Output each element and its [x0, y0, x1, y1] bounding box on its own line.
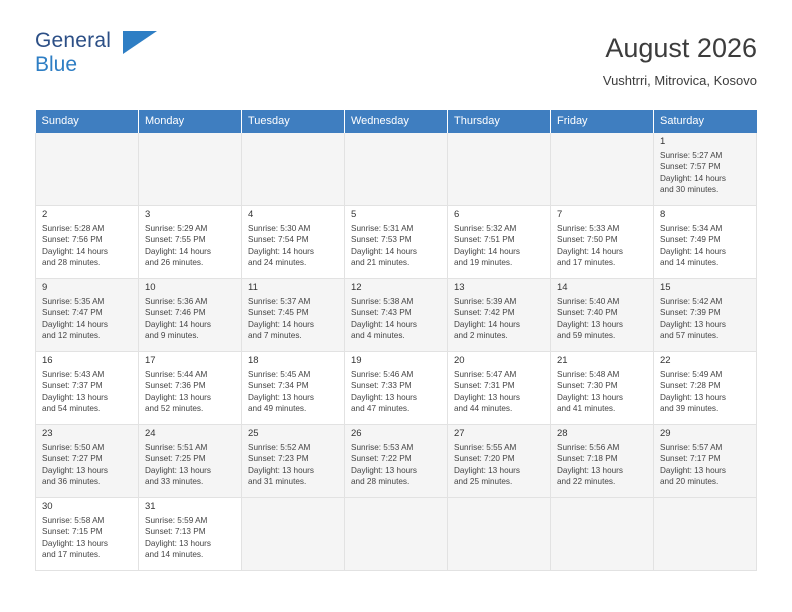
calendar-cell-empty	[242, 498, 345, 571]
day-info-line: Sunrise: 5:50 AM	[42, 443, 105, 452]
logo-flag-icon	[123, 31, 157, 54]
day-info-line: and 30 minutes.	[660, 185, 719, 195]
calendar-day-cell	[654, 279, 757, 352]
day-info-line: Daylight: 13 hours	[248, 392, 314, 402]
day-info-line: Sunrise: 5:30 AM	[248, 224, 311, 233]
calendar-cell-empty	[654, 498, 757, 571]
page-title: August 2026	[605, 33, 757, 63]
weekday-header-row	[36, 110, 757, 133]
calendar-day-cell	[345, 352, 448, 425]
day-info-line: Sunrise: 5:34 AM	[660, 224, 723, 233]
day-info-line: and 2 minutes.	[454, 331, 508, 341]
calendar-week-row	[36, 425, 757, 498]
calendar-day-cell	[654, 206, 757, 279]
calendar-day-cell	[36, 352, 139, 425]
day-info-line: and 17 minutes.	[42, 550, 101, 560]
day-info-line: Daylight: 13 hours	[145, 465, 211, 475]
day-info-line: Daylight: 14 hours	[454, 319, 520, 329]
day-number: 12	[351, 282, 362, 293]
day-info-line: Sunrise: 5:28 AM	[42, 224, 105, 233]
day-info-line: Sunset: 7:51 PM	[454, 235, 515, 245]
day-number: 2	[42, 209, 48, 220]
day-info-line: Sunset: 7:39 PM	[660, 308, 721, 318]
day-info-line: Sunrise: 5:53 AM	[351, 443, 414, 452]
calendar-cell-empty	[551, 498, 654, 571]
day-info-line: and 21 minutes.	[351, 258, 410, 268]
calendar-day-cell	[139, 498, 242, 571]
day-number: 19	[351, 355, 362, 366]
calendar-day-cell	[654, 133, 757, 206]
day-info-line: Daylight: 13 hours	[248, 465, 314, 475]
day-info-line: Daylight: 13 hours	[454, 465, 520, 475]
day-info-line: Sunrise: 5:46 AM	[351, 370, 414, 379]
day-info-line: Daylight: 13 hours	[351, 392, 417, 402]
calendar-week-row	[36, 133, 757, 206]
day-info-line: Sunset: 7:23 PM	[248, 454, 309, 464]
calendar-week-row	[36, 279, 757, 352]
day-number: 20	[454, 355, 465, 366]
day-info-line: Sunset: 7:54 PM	[248, 235, 309, 245]
day-info-line: Daylight: 13 hours	[557, 465, 623, 475]
calendar-day-cell	[551, 352, 654, 425]
day-number: 15	[660, 282, 671, 293]
calendar-day-cell	[448, 425, 551, 498]
day-info-line: Daylight: 13 hours	[454, 392, 520, 402]
sunrise-sunset-calendar	[35, 110, 757, 571]
day-info-line: Sunrise: 5:44 AM	[145, 370, 208, 379]
day-info-line: Daylight: 13 hours	[351, 465, 417, 475]
day-info-line: Sunrise: 5:27 AM	[660, 151, 723, 160]
day-number: 23	[42, 428, 53, 439]
day-info-line: Sunset: 7:45 PM	[248, 308, 309, 318]
calendar-cell-empty	[345, 133, 448, 206]
calendar-day-cell	[448, 279, 551, 352]
day-info-line: Sunrise: 5:57 AM	[660, 443, 723, 452]
day-info-line: Sunset: 7:18 PM	[557, 454, 618, 464]
day-number: 6	[454, 209, 460, 220]
logo-text-blue: Blue	[35, 53, 78, 76]
day-info-line: and 52 minutes.	[145, 404, 204, 414]
calendar-day-cell	[242, 206, 345, 279]
day-number: 25	[248, 428, 259, 439]
day-info-line: Sunset: 7:25 PM	[145, 454, 206, 464]
day-info-line: and 47 minutes.	[351, 404, 410, 414]
day-info-line: Daylight: 13 hours	[660, 319, 726, 329]
day-info-line: and 24 minutes.	[248, 258, 307, 268]
location-subtitle: Vushtrri, Mitrovica, Kosovo	[602, 73, 757, 88]
day-info-line: Sunrise: 5:58 AM	[42, 516, 105, 525]
day-number: 4	[248, 209, 254, 220]
day-info-line: Daylight: 13 hours	[145, 538, 211, 548]
day-info-line: and 49 minutes.	[248, 404, 307, 414]
calendar-day-cell	[551, 206, 654, 279]
calendar-day-cell	[345, 206, 448, 279]
calendar-cell-empty	[242, 133, 345, 206]
calendar-day-cell	[551, 425, 654, 498]
calendar-cell-empty	[448, 133, 551, 206]
day-info-line: Sunset: 7:31 PM	[454, 381, 515, 391]
calendar-day-cell	[139, 279, 242, 352]
day-info-line: Sunset: 7:57 PM	[660, 162, 721, 172]
day-info-line: Sunset: 7:56 PM	[42, 235, 103, 245]
day-info-line: and 12 minutes.	[42, 331, 101, 341]
day-info-line: Sunset: 7:30 PM	[557, 381, 618, 391]
calendar-day-cell	[139, 206, 242, 279]
day-info-line: Daylight: 14 hours	[248, 246, 314, 256]
day-info-line: Daylight: 14 hours	[145, 319, 211, 329]
day-info-line: Sunset: 7:49 PM	[660, 235, 721, 245]
day-info-line: and 20 minutes.	[660, 477, 719, 487]
day-info-line: Daylight: 13 hours	[145, 392, 211, 402]
day-info-line: Daylight: 14 hours	[660, 173, 726, 183]
day-info-line: and 19 minutes.	[454, 258, 513, 268]
day-info-line: Sunset: 7:53 PM	[351, 235, 412, 245]
day-info-line: Daylight: 14 hours	[248, 319, 314, 329]
day-info-line: and 28 minutes.	[42, 258, 101, 268]
day-number: 21	[557, 355, 568, 366]
calendar-day-cell	[36, 206, 139, 279]
day-info-line: Sunrise: 5:42 AM	[660, 297, 723, 306]
calendar-day-cell	[448, 206, 551, 279]
day-info-line: and 57 minutes.	[660, 331, 719, 341]
day-number: 22	[660, 355, 671, 366]
day-info-line: Sunset: 7:47 PM	[42, 308, 103, 318]
page-header	[35, 0, 757, 92]
day-number: 27	[454, 428, 465, 439]
day-info-line: and 14 minutes.	[660, 258, 719, 268]
day-info-line: Sunrise: 5:32 AM	[454, 224, 517, 233]
day-info-line: Sunset: 7:13 PM	[145, 527, 206, 537]
calendar-cell-empty	[345, 498, 448, 571]
weekday-header-monday: Monday	[139, 110, 242, 133]
day-number: 8	[660, 209, 666, 220]
day-number: 5	[351, 209, 357, 220]
day-info-line: Daylight: 14 hours	[557, 246, 623, 256]
day-info-line: Sunrise: 5:36 AM	[145, 297, 208, 306]
day-info-line: Daylight: 13 hours	[42, 465, 108, 475]
day-info-line: Sunset: 7:20 PM	[454, 454, 515, 464]
day-info-line: Sunrise: 5:37 AM	[248, 297, 311, 306]
day-info-line: Sunset: 7:34 PM	[248, 381, 309, 391]
day-info-line: Daylight: 13 hours	[42, 538, 108, 548]
day-info-line: Sunset: 7:50 PM	[557, 235, 618, 245]
day-info-line: Sunset: 7:22 PM	[351, 454, 412, 464]
day-info-line: and 9 minutes.	[145, 331, 199, 341]
day-info-line: and 25 minutes.	[454, 477, 513, 487]
day-info-line: Sunrise: 5:48 AM	[557, 370, 620, 379]
weekday-header-sunday: Sunday	[36, 110, 139, 133]
day-number: 26	[351, 428, 362, 439]
day-info-line: and 44 minutes.	[454, 404, 513, 414]
day-number: 1	[660, 136, 666, 147]
calendar-day-cell	[551, 279, 654, 352]
weekday-header-thursday: Thursday	[448, 110, 551, 133]
day-info-line: Sunrise: 5:39 AM	[454, 297, 517, 306]
day-info-line: Sunset: 7:33 PM	[351, 381, 412, 391]
calendar-cell-empty	[551, 133, 654, 206]
calendar-day-cell	[448, 352, 551, 425]
day-info-line: Sunset: 7:40 PM	[557, 308, 618, 318]
calendar-day-cell	[139, 425, 242, 498]
day-info-line: Sunset: 7:15 PM	[42, 527, 103, 537]
day-number: 16	[42, 355, 53, 366]
day-info-line: Daylight: 13 hours	[557, 392, 623, 402]
day-number: 17	[145, 355, 156, 366]
day-info-line: Sunrise: 5:59 AM	[145, 516, 208, 525]
calendar-day-cell	[36, 498, 139, 571]
weekday-header-tuesday: Tuesday	[242, 110, 345, 133]
calendar-cell-empty	[448, 498, 551, 571]
day-info-line: Sunrise: 5:55 AM	[454, 443, 517, 452]
day-info-line: and 14 minutes.	[145, 550, 204, 560]
day-info-line: Daylight: 14 hours	[42, 246, 108, 256]
day-number: 18	[248, 355, 259, 366]
day-info-line: Sunset: 7:36 PM	[145, 381, 206, 391]
day-info-line: Sunset: 7:27 PM	[42, 454, 103, 464]
weekday-header-friday: Friday	[551, 110, 654, 133]
day-info-line: and 17 minutes.	[557, 258, 616, 268]
day-info-line: Sunset: 7:42 PM	[454, 308, 515, 318]
day-info-line: and 41 minutes.	[557, 404, 616, 414]
day-number: 31	[145, 501, 156, 512]
calendar-day-cell	[654, 425, 757, 498]
day-info-line: Daylight: 14 hours	[351, 319, 417, 329]
day-info-line: Sunrise: 5:51 AM	[145, 443, 208, 452]
day-number: 11	[248, 282, 258, 293]
day-info-line: Sunrise: 5:29 AM	[145, 224, 208, 233]
general-blue-logo	[35, 30, 165, 80]
day-info-line: Sunrise: 5:45 AM	[248, 370, 311, 379]
day-info-line: Daylight: 14 hours	[454, 246, 520, 256]
day-info-line: and 26 minutes.	[145, 258, 204, 268]
day-info-line: Sunrise: 5:35 AM	[42, 297, 105, 306]
day-info-line: Sunrise: 5:49 AM	[660, 370, 723, 379]
weekday-header-wednesday: Wednesday	[345, 110, 448, 133]
day-info-line: and 39 minutes.	[660, 404, 719, 414]
day-info-line: and 59 minutes.	[557, 331, 616, 341]
day-info-line: Sunset: 7:28 PM	[660, 381, 721, 391]
day-number: 29	[660, 428, 671, 439]
calendar-day-cell	[654, 352, 757, 425]
calendar-day-cell	[345, 279, 448, 352]
logo-text-general: General	[35, 29, 112, 52]
day-number: 14	[557, 282, 568, 293]
day-info-line: and 4 minutes.	[351, 331, 405, 341]
day-info-line: Daylight: 14 hours	[660, 246, 726, 256]
day-info-line: Sunrise: 5:56 AM	[557, 443, 620, 452]
day-number: 30	[42, 501, 53, 512]
day-info-line: Daylight: 13 hours	[660, 392, 726, 402]
day-number: 13	[454, 282, 465, 293]
day-info-line: Sunset: 7:46 PM	[145, 308, 206, 318]
calendar-day-cell	[242, 352, 345, 425]
day-info-line: and 54 minutes.	[42, 404, 101, 414]
day-info-line: Daylight: 13 hours	[660, 465, 726, 475]
day-info-line: Sunrise: 5:47 AM	[454, 370, 517, 379]
day-number: 28	[557, 428, 568, 439]
day-info-line: and 22 minutes.	[557, 477, 616, 487]
weekday-header-saturday: Saturday	[654, 110, 757, 133]
day-number: 7	[557, 209, 563, 220]
day-number: 3	[145, 209, 151, 220]
calendar-day-cell	[139, 352, 242, 425]
day-info-line: Sunrise: 5:40 AM	[557, 297, 620, 306]
day-info-line: Daylight: 14 hours	[145, 246, 211, 256]
day-info-line: Daylight: 14 hours	[42, 319, 108, 329]
calendar-day-cell	[242, 425, 345, 498]
day-info-line: Sunset: 7:17 PM	[660, 454, 721, 464]
calendar-week-row	[36, 352, 757, 425]
day-info-line: Sunrise: 5:43 AM	[42, 370, 105, 379]
day-info-line: and 28 minutes.	[351, 477, 410, 487]
day-info-line: Sunrise: 5:52 AM	[248, 443, 311, 452]
day-info-line: Daylight: 13 hours	[557, 319, 623, 329]
calendar-day-cell	[242, 279, 345, 352]
day-info-line: and 31 minutes.	[248, 477, 307, 487]
day-info-line: Sunrise: 5:33 AM	[557, 224, 620, 233]
day-info-line: Daylight: 13 hours	[42, 392, 108, 402]
calendar-cell-empty	[36, 133, 139, 206]
title-block	[603, 30, 757, 89]
calendar-cell-empty	[139, 133, 242, 206]
calendar-day-cell	[345, 425, 448, 498]
day-number: 24	[145, 428, 156, 439]
day-info-line: Sunset: 7:37 PM	[42, 381, 103, 391]
calendar-week-row	[36, 206, 757, 279]
calendar-day-cell	[36, 425, 139, 498]
day-info-line: Sunset: 7:55 PM	[145, 235, 206, 245]
day-info-line: and 7 minutes.	[248, 331, 302, 341]
calendar-week-row	[36, 498, 757, 571]
day-info-line: Sunset: 7:43 PM	[351, 308, 412, 318]
day-info-line: Sunrise: 5:38 AM	[351, 297, 414, 306]
day-number: 9	[42, 282, 48, 293]
day-info-line: and 36 minutes.	[42, 477, 101, 487]
day-info-line: Daylight: 14 hours	[351, 246, 417, 256]
calendar-body	[36, 133, 757, 571]
day-number: 10	[145, 282, 156, 293]
calendar-day-cell	[36, 279, 139, 352]
day-info-line: Sunrise: 5:31 AM	[351, 224, 414, 233]
day-info-line: and 33 minutes.	[145, 477, 204, 487]
